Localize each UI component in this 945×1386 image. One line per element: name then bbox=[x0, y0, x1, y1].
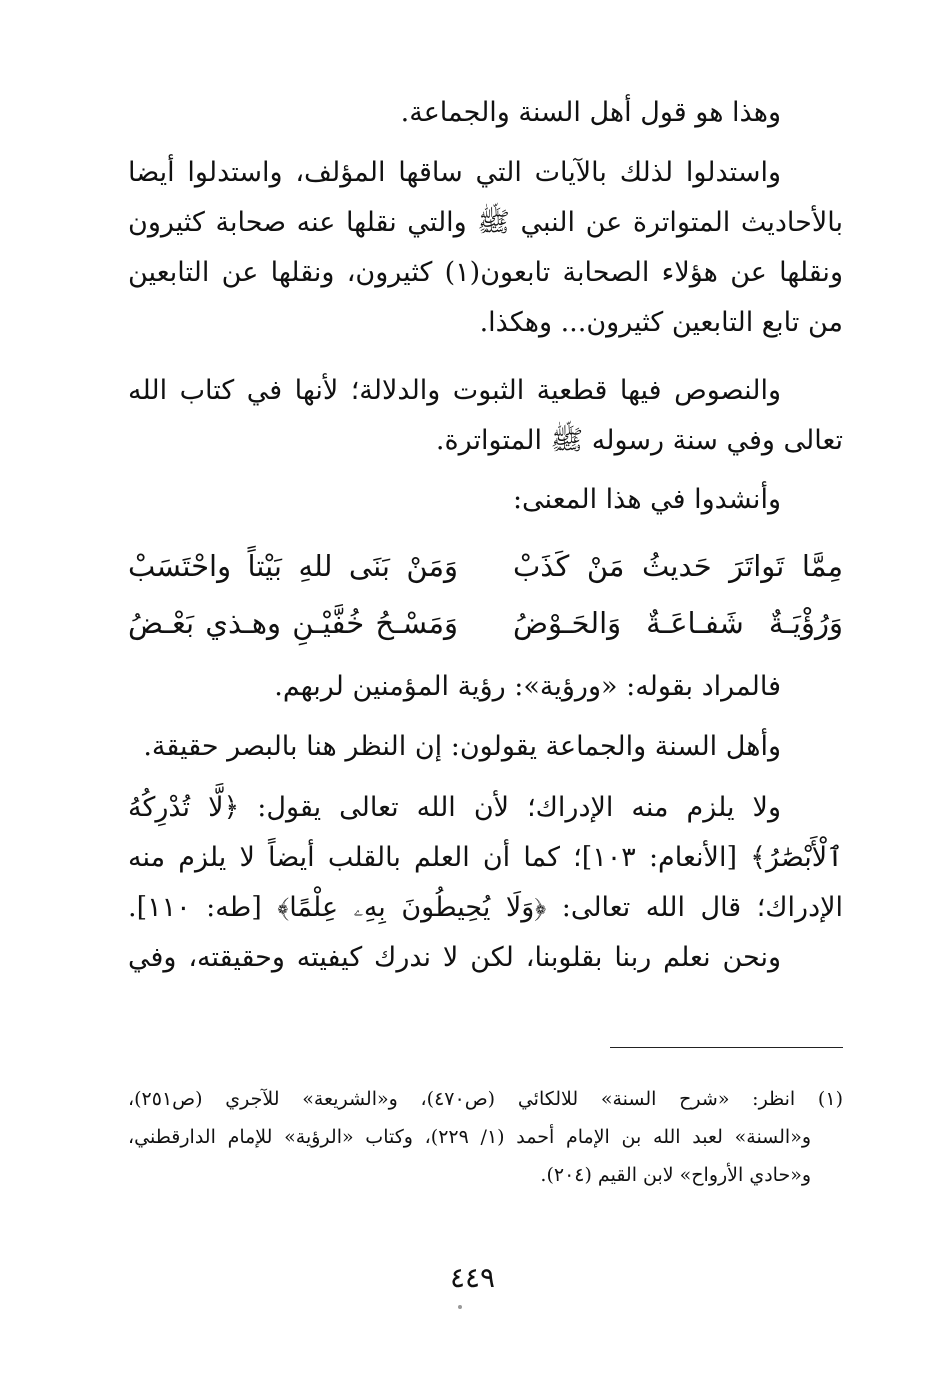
text-line: تعالى وفي سنة رسوله ﷺ المتواترة. bbox=[435, 425, 843, 456]
poem-hemistich-second: وَمَنْ بَنَى للهِ بَيْتاً واحْتَسَبْ bbox=[128, 549, 458, 583]
text-line: فالمراد بقوله: «ورؤية»: رؤية المؤمنين لربهم. bbox=[274, 671, 781, 702]
text-line: ولا يلزم منه الإدراك؛ لأن الله تعالى يقول: ﴿لَّا تُدْرِكُهُ bbox=[128, 792, 781, 823]
footnote-line: و«حادي الأرواح» لابن القيم (٢٠٤). bbox=[540, 1164, 811, 1186]
paragraph-7 bbox=[128, 783, 843, 983]
text-line: واستدلوا لذلك بالآيات التي ساقها المؤلف، واستدلوا أيضا bbox=[128, 157, 781, 188]
footnote-line: و«السنة» لعبد الله بن الإمام أحمد (١/ ٢٢٩)، وكتاب «الرؤية» للإمام الدارقطني، bbox=[128, 1126, 811, 1148]
page-number: ٤٤٩ bbox=[449, 1261, 496, 1294]
text-line: وهذا هو قول أهل السنة والجماعة. bbox=[400, 97, 781, 128]
text-line: وأهل السنة والجماعة يقولون: إن النظر هنا بالبصر حقيقة. bbox=[143, 731, 781, 762]
poem-hemistich-first: وَرُؤْيَـةٌ شَفـاعَـةٌ وَالحَـوْضُ bbox=[513, 606, 843, 640]
footnotes bbox=[128, 1080, 843, 1194]
paragraph-2 bbox=[128, 148, 843, 348]
paragraph-5 bbox=[128, 662, 843, 712]
text-line: ونحن نعلم ربنا بقلوبنا، لكن لا ندرك كيفيته وحقيقته، وفي bbox=[128, 942, 781, 973]
text-line: وأنشدوا في هذا المعنى: bbox=[512, 484, 781, 515]
poem-verse-1 bbox=[128, 537, 843, 595]
paragraph-4 bbox=[128, 475, 843, 525]
footnote-separator bbox=[610, 1047, 843, 1048]
paragraph-1 bbox=[128, 88, 843, 138]
poem-verse-2 bbox=[128, 594, 843, 652]
poem-hemistich-second: وَمَسْـحُ خُفَّيْـنِ وهـذي بَعْـضُ bbox=[128, 606, 458, 640]
text-line: ونقلها عن هؤلاء الصحابة تابعون(١) كثيرون، ونقلها عن التابعين bbox=[128, 257, 843, 288]
scan-dot bbox=[458, 1305, 462, 1309]
text-line: والنصوص فيها قطعية الثبوت والدلالة؛ لأنها في كتاب الله bbox=[128, 375, 781, 406]
text-line: الإدراك؛ قال الله تعالى: ﴿وَلَا يُحِيطُونَ بِهِۦ عِلْمًا﴾ [طه: ١١٠]. bbox=[128, 892, 843, 923]
paragraph-3 bbox=[128, 366, 843, 466]
poem-hemistich-first: مِمَّا تَواتَرَ حَديثُ مَنْ كَذَبْ bbox=[513, 549, 843, 583]
text-line: ٱلْأَبْصَٰرُ﴾ [الأنعام: ١٠٣]؛ كما أن العلم بالقلب أيضاً لا يلزم منه bbox=[128, 842, 843, 873]
paragraph-6 bbox=[128, 722, 843, 772]
text-line: من تابع التابعين كثيرون... وهكذا. bbox=[479, 307, 843, 338]
text-line: بالأحاديث المتواترة عن النبي ﷺ والتي نقلها عنه صحابة كثيرون bbox=[128, 207, 843, 238]
footnote-line: (١) انظر: «شرح السنة» للالكائي (ص٤٧٠)، و«الشريعة» للآجري (ص٢٥١)، bbox=[128, 1088, 843, 1110]
